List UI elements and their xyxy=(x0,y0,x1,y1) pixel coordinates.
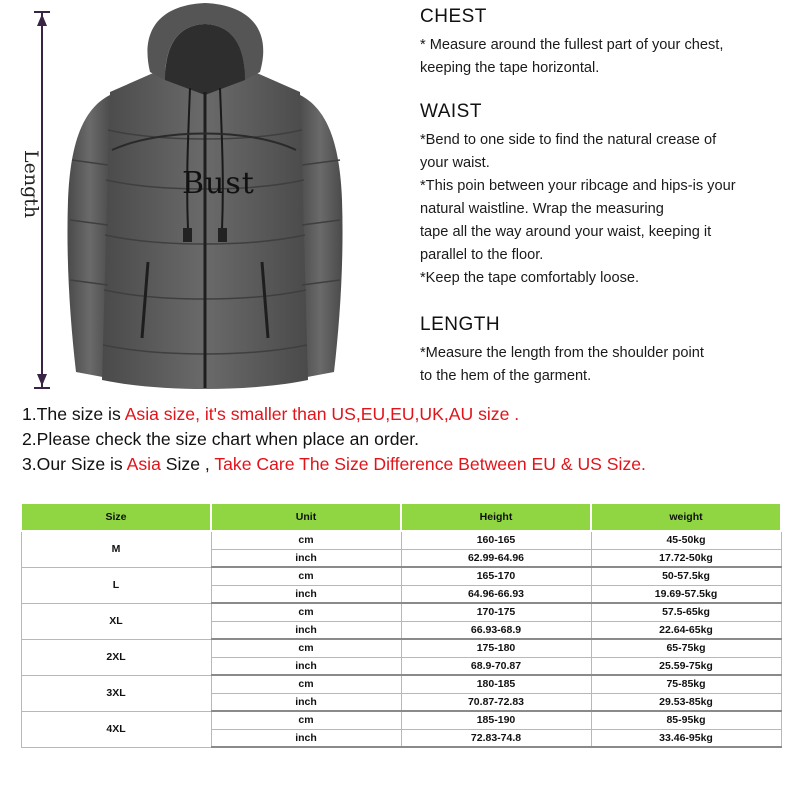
unit-cell: inch xyxy=(211,693,401,711)
table-header-row xyxy=(21,503,781,531)
unit-cell: cm xyxy=(211,639,401,657)
size-cell: 4XL xyxy=(21,711,211,747)
weight-cell: 57.5-65kg xyxy=(591,603,781,621)
weight-cell: 22.64-65kg xyxy=(591,621,781,639)
size-cell: XL xyxy=(21,603,211,639)
unit-cell: inch xyxy=(211,549,401,567)
waist-section xyxy=(420,101,800,290)
length-line: to the hem of the garment. xyxy=(420,368,592,384)
header-height: Height xyxy=(401,503,591,531)
weight-cell: 85-95kg xyxy=(591,711,781,729)
table-row xyxy=(21,531,781,549)
height-cell: 180-185 xyxy=(401,675,591,693)
unit-cell: cm xyxy=(211,675,401,693)
weight-cell: 33.46-95kg xyxy=(591,729,781,747)
chest-section xyxy=(420,6,800,80)
waist-line: *Bend to one side to find the natural crease of xyxy=(420,132,717,148)
height-cell: 66.93-68.9 xyxy=(401,621,591,639)
waist-title: WAIST xyxy=(420,101,482,122)
height-cell: 165-170 xyxy=(401,567,591,585)
header-unit: Unit xyxy=(211,503,401,531)
waist-line: your waist. xyxy=(420,155,490,171)
height-cell: 160-165 xyxy=(401,531,591,549)
table-row xyxy=(21,711,781,729)
bust-label: Bust xyxy=(182,166,255,201)
unit-cell: inch xyxy=(211,657,401,675)
note-2 xyxy=(22,429,419,450)
weight-cell: 17.72-50kg xyxy=(591,549,781,567)
table-row xyxy=(21,567,781,585)
note-2-text: 2.Please check the size chart when place an order. xyxy=(22,429,420,449)
length-label: Length xyxy=(20,150,42,219)
note-1-text: 1.The size is xyxy=(22,404,125,424)
note-1-highlight: Asia size, it's smaller than US,EU,EU,UK,AU size . xyxy=(124,404,520,424)
size-cell: L xyxy=(21,567,211,603)
note-3-highlight-warning: Take Care The Size Difference Between EU & US Size. xyxy=(214,454,646,474)
waist-line: parallel to the floor. xyxy=(420,247,544,263)
size-cell: M xyxy=(21,531,211,567)
chest-line: keeping the tape horizontal. xyxy=(420,60,600,76)
note-3 xyxy=(22,454,646,475)
weight-cell: 65-75kg xyxy=(591,639,781,657)
height-cell: 185-190 xyxy=(401,711,591,729)
header-size: Size xyxy=(21,503,211,531)
size-cell: 3XL xyxy=(21,675,211,711)
unit-cell: inch xyxy=(211,729,401,747)
note-1 xyxy=(22,404,519,425)
table-row xyxy=(21,675,781,693)
table-row xyxy=(21,639,781,657)
unit-cell: cm xyxy=(211,567,401,585)
unit-cell: inch xyxy=(211,621,401,639)
header-weight: weight xyxy=(591,503,781,531)
jacket-figure xyxy=(0,0,410,400)
note-3-highlight-asia: Asia xyxy=(126,454,161,474)
unit-cell: cm xyxy=(211,531,401,549)
note-3-text: 3.Our Size is xyxy=(22,454,127,474)
length-section xyxy=(420,314,800,388)
unit-cell: cm xyxy=(211,603,401,621)
size-cell: 2XL xyxy=(21,639,211,675)
height-cell: 64.96-66.93 xyxy=(401,585,591,603)
height-cell: 170-175 xyxy=(401,603,591,621)
unit-cell: cm xyxy=(211,711,401,729)
length-line: *Measure the length from the shoulder point xyxy=(420,345,704,361)
waist-line: tape all the way around your waist, keeping it xyxy=(420,224,712,240)
unit-cell: inch xyxy=(211,585,401,603)
waist-line: *Keep the tape comfortably loose. xyxy=(420,270,640,286)
weight-cell: 75-85kg xyxy=(591,675,781,693)
height-cell: 68.9-70.87 xyxy=(401,657,591,675)
table-row xyxy=(21,603,781,621)
weight-cell: 45-50kg xyxy=(591,531,781,549)
height-cell: 72.83-74.8 xyxy=(401,729,591,747)
weight-cell: 29.53-85kg xyxy=(591,693,781,711)
weight-cell: 25.59-75kg xyxy=(591,657,781,675)
weight-cell: 19.69-57.5kg xyxy=(591,585,781,603)
chest-title: CHEST xyxy=(420,6,487,27)
chest-line: * Measure around the fullest part of your chest, xyxy=(420,37,724,53)
length-title: LENGTH xyxy=(420,314,501,335)
waist-line: natural waistline. Wrap the measuring xyxy=(420,201,664,217)
size-chart-table xyxy=(20,502,782,748)
weight-cell: 50-57.5kg xyxy=(591,567,781,585)
waist-line: *This poin between your ribcage and hips-is your xyxy=(420,178,736,194)
height-cell: 62.99-64.96 xyxy=(401,549,591,567)
height-cell: 70.87-72.83 xyxy=(401,693,591,711)
note-3-text-mid: Size , xyxy=(160,454,215,474)
height-cell: 175-180 xyxy=(401,639,591,657)
